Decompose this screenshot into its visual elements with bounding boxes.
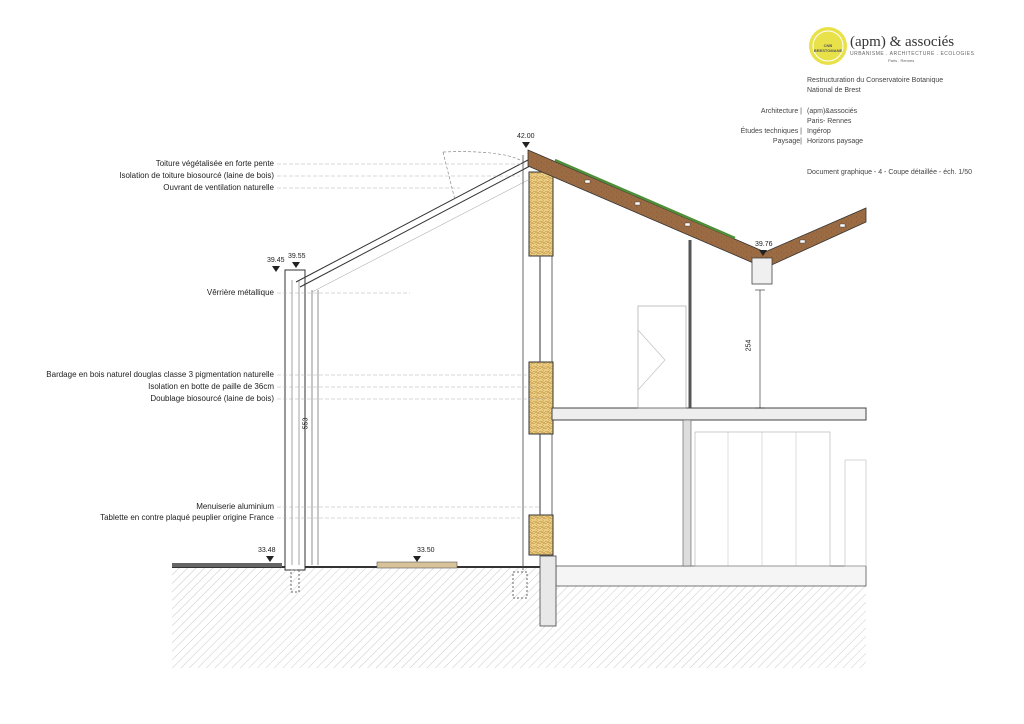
annotation-ventilation: Ouvrant de ventilation naturelle	[163, 183, 274, 192]
credit-role-1: Architecture |	[760, 108, 802, 115]
ground	[172, 556, 866, 668]
credit-value-4: Horizons paysage	[807, 138, 864, 145]
interior	[552, 290, 866, 566]
credit-role-4: Paysage|	[772, 138, 802, 145]
brand-cities: Paris . Rennes	[888, 58, 915, 63]
credit-role-3: Études techniques |	[740, 128, 802, 135]
annotation-glass-roof: Vêrrière métallique	[206, 288, 274, 297]
credit-value-3: Ingérop	[807, 128, 831, 135]
dim-ceiling-height: 254	[745, 339, 753, 352]
annotation-joinery: Menuiserie aluminium	[196, 502, 274, 511]
main-wall	[513, 155, 553, 598]
level-eave-left: 39.45	[267, 257, 285, 264]
annotation-lining: Doublage biosourcé (laine de bois)	[150, 394, 274, 403]
level-markers	[266, 142, 767, 562]
leader-lines	[277, 164, 545, 518]
brand-tagline: URBANISME . ARCHITECTURE . ECOLOGIES	[850, 51, 975, 57]
level-valley: 39.76	[755, 241, 773, 248]
annotation-roof-insulation: Isolation de toiture biosourcé (laine de bois)	[119, 171, 274, 180]
glass-roof	[296, 152, 530, 292]
dim-greenhouse-height: 553	[302, 417, 310, 430]
green-roof	[528, 150, 866, 410]
project-line-2: National de Brest	[807, 87, 861, 94]
level-ground: 33.48	[258, 547, 276, 554]
annotation-straw-insulation: Isolation en botte de paille de 36cm	[148, 382, 274, 391]
level-ridge: 42.00	[517, 133, 535, 140]
level-eave-left-2: 39.55	[288, 253, 306, 260]
document-line: Document graphique - 4 - Coupe détaillée - éch. 1/50	[807, 169, 972, 176]
tablet	[377, 562, 457, 568]
level-floor: 33.50	[417, 547, 435, 554]
annotation-tablet: Tablette en contre plaqué peuplier origine France	[100, 513, 274, 522]
logo-text: CNB BRESTOMANE	[813, 43, 843, 53]
greenhouse-wall	[285, 270, 312, 592]
credit-value-1: (apm)&associés	[807, 108, 858, 115]
annotation-green-roof: Toiture végétalisée en forte pente	[155, 159, 274, 168]
brand-name: (apm) & associés	[850, 34, 955, 50]
credit-value-2: Paris- Rennes	[807, 118, 852, 125]
project-line-1: Restructuration du Conservatoire Botanique	[807, 77, 944, 84]
annotation-cladding: Bardage en bois naturel douglas classe 3 pigmentation naturelle	[46, 370, 274, 379]
